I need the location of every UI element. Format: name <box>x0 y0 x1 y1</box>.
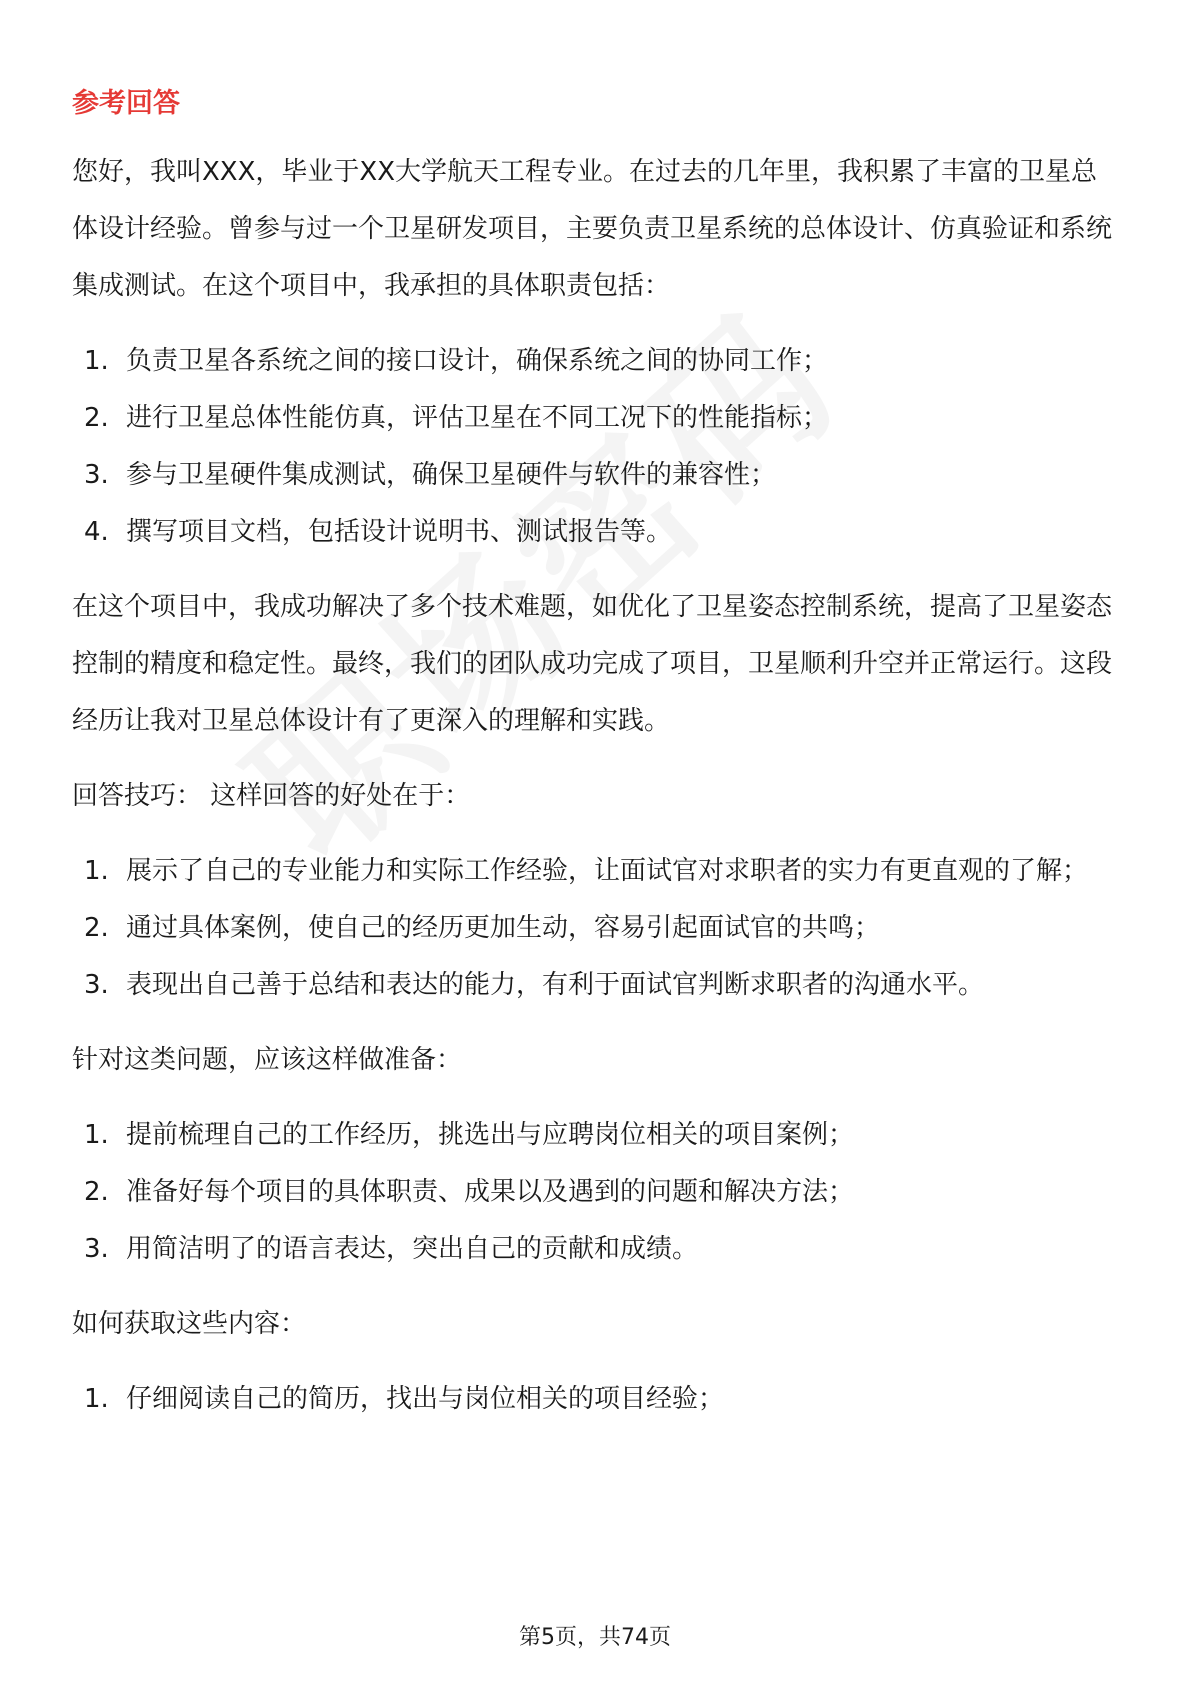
list-item <box>72 1164 1122 1221</box>
list-text: 展示了自己的专业能力和实际工作经验，让面试官对求职者的实力有更直观的了解； <box>126 856 1089 886</box>
list-text: 撰写项目文档，包括设计说明书、测试报告等。 <box>126 517 673 547</box>
list-number: 3. <box>84 970 109 1000</box>
section-heading: 参考回答 <box>72 88 180 119</box>
list-text: 进行卫星总体性能仿真，评估卫星在不同工况下的性能指标； <box>126 403 829 433</box>
list-number: 1. <box>84 1384 109 1414</box>
list-text: 负责卫星各系统之间的接口设计，确保系统之间的协同工作； <box>126 346 829 376</box>
page-content <box>72 84 1122 1446</box>
list-number: 3. <box>84 460 109 490</box>
list-number: 1. <box>84 856 109 886</box>
list-number: 3. <box>84 1234 109 1264</box>
list-item <box>72 1371 1122 1428</box>
list-item <box>72 900 1122 957</box>
list-item <box>72 333 1122 390</box>
tips-list <box>72 843 1122 1014</box>
page-number: 第5页，共74页 <box>519 1625 671 1650</box>
list-item <box>72 504 1122 561</box>
list-text: 仔细阅读自己的简历，找出与岗位相关的项目经验； <box>126 1384 725 1414</box>
list-number: 1. <box>84 1120 109 1150</box>
list-item <box>72 957 1122 1014</box>
list-item <box>72 1107 1122 1164</box>
obtain-lead: 如何获取这些内容： <box>72 1309 307 1339</box>
list-text: 通过具体案例，使自己的经历更加生动，容易引起面试官的共鸣； <box>126 913 881 943</box>
list-text: 表现出自己善于总结和表达的能力，有利于面试官判断求职者的沟通水平。 <box>126 970 985 1000</box>
list-number: 2. <box>84 403 109 433</box>
list-number: 2. <box>84 1177 109 1207</box>
result-paragraph: 在这个项目中，我成功解决了多个技术难题，如优化了卫星姿态控制系统，提高了卫星姿态控制的精度和稳定性。最终，我们的团队成功完成了项目，卫星顺利升空并正常运行。这段经历让我对卫星总体设计有了更深入的理解和实践。 <box>72 592 1113 736</box>
list-text: 参与卫星硬件集成测试，确保卫星硬件与软件的兼容性； <box>126 460 777 490</box>
list-text: 提前梳理自己的工作经历，挑选出与应聘岗位相关的项目案例； <box>126 1120 855 1150</box>
obtain-list <box>72 1371 1122 1428</box>
list-item <box>72 447 1122 504</box>
intro-paragraph: 您好，我叫XXX，毕业于XX大学航天工程专业。在过去的几年里，我积累了丰富的卫星总体设计经验。曾参与过一个卫星研发项目，主要负责卫星系统的总体设计、仿真验证和系统集成测试。在这个项目中，我承担的具体职责包括： <box>72 157 1113 301</box>
list-item <box>72 390 1122 447</box>
list-number: 1. <box>84 346 109 376</box>
list-number: 4. <box>84 517 109 547</box>
list-item <box>72 1221 1122 1278</box>
prep-lead: 针对这类问题，应该这样做准备： <box>72 1045 463 1075</box>
list-text: 用简洁明了的语言表达，突出自己的贡献和成绩。 <box>126 1234 699 1264</box>
list-item <box>72 843 1122 900</box>
tips-lead: 回答技巧： 这样回答的好处在于： <box>72 781 471 811</box>
prep-list <box>72 1107 1122 1278</box>
list-number: 2. <box>84 913 109 943</box>
list-text: 准备好每个项目的具体职责、成果以及遇到的问题和解决方法； <box>126 1177 855 1207</box>
duties-list <box>72 333 1122 561</box>
